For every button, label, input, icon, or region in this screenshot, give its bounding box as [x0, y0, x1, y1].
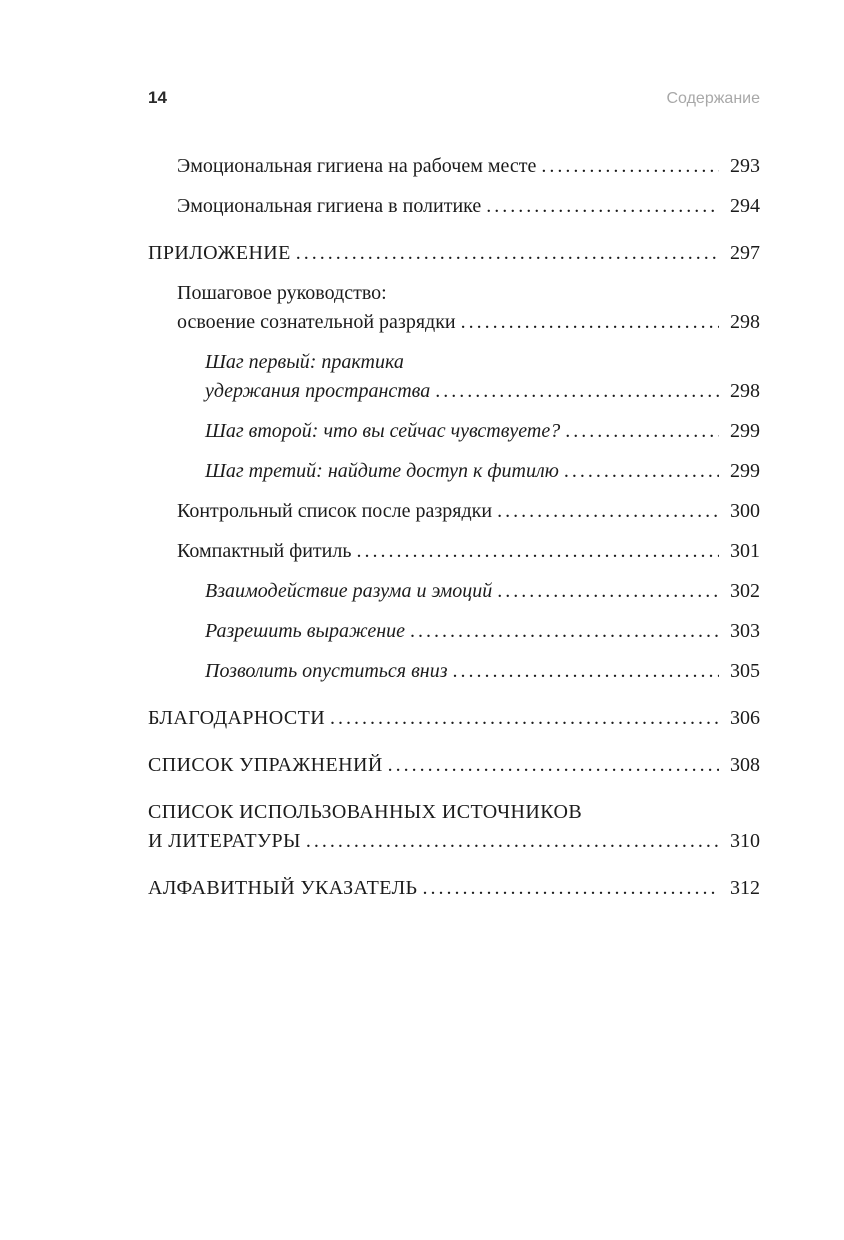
toc-entry-page: 299 — [730, 420, 760, 442]
dot-leader — [461, 308, 719, 337]
dot-leader — [497, 497, 719, 526]
dot-leader — [330, 704, 719, 733]
toc-entry-line — [148, 377, 760, 406]
toc-entry-line — [148, 537, 760, 566]
toc-entry-title: СПИСОК УПРАЖНЕНИЙ — [148, 754, 383, 776]
toc-entry-page: 303 — [730, 620, 760, 642]
toc-entry — [148, 348, 760, 406]
toc-entry-page: 300 — [730, 500, 760, 522]
toc-entry-page: 305 — [730, 660, 760, 682]
toc-entry-page: 294 — [730, 195, 760, 217]
toc-entry-line — [148, 874, 760, 903]
toc-entry-line — [148, 308, 760, 337]
toc-entry — [148, 279, 760, 337]
toc-entry-title: Эмоциональная гигиена на рабочем месте — [177, 155, 537, 177]
toc-entry-title: Взаимодействие разума и эмоций — [205, 580, 493, 602]
toc-entry-line — [148, 152, 760, 181]
toc-entry — [148, 874, 760, 903]
page-header — [148, 88, 760, 108]
toc-entry-title: БЛАГОДАРНОСТИ — [148, 707, 326, 729]
dot-leader — [296, 239, 719, 268]
dot-leader — [486, 192, 719, 221]
toc-entry-title: освоение сознательной разрядки — [177, 311, 456, 333]
toc-entry-line — [148, 279, 760, 308]
toc-entry-title: ПРИЛОЖЕНИЕ — [148, 242, 291, 264]
toc-entry-title: АЛФАВИТНЫЙ УКАЗАТЕЛЬ — [148, 877, 418, 899]
toc-entry-line — [148, 417, 760, 446]
toc-entry-page: 312 — [730, 877, 760, 899]
toc-entry-title: Компактный фитиль — [177, 540, 352, 562]
toc-entry-line — [148, 497, 760, 526]
dot-leader — [410, 617, 719, 646]
toc-entry-line — [148, 827, 760, 856]
toc-entry-page: 308 — [730, 754, 760, 776]
toc-entry — [148, 457, 760, 486]
running-title: Содержание — [666, 90, 760, 107]
toc-entry-line — [148, 704, 760, 733]
toc-entry-page: 302 — [730, 580, 760, 602]
toc-entry — [148, 239, 760, 268]
toc-entry-title: СПИСОК ИСПОЛЬЗОВАННЫХ ИСТОЧНИКОВ — [148, 801, 583, 823]
toc-entry — [148, 577, 760, 606]
toc-entry-line — [148, 348, 760, 377]
toc-entry-title: Шаг второй: что вы сейчас чувствуете? — [205, 420, 561, 442]
toc-entry-page: 310 — [730, 830, 760, 852]
toc-entry — [148, 537, 760, 566]
toc-entry-page: 301 — [730, 540, 760, 562]
toc-entry — [148, 798, 760, 856]
toc-entry-title: Эмоциональная гигиена в политике — [177, 195, 482, 217]
toc-entry-page: 299 — [730, 460, 760, 482]
dot-leader — [565, 417, 719, 446]
toc-entry-line — [148, 192, 760, 221]
toc-entry-title: Контрольный список после разрядки — [177, 500, 493, 522]
toc-entry-line — [148, 798, 760, 827]
toc-entry-title: удержания пространства — [205, 380, 431, 402]
dot-leader — [541, 152, 719, 181]
toc-entry-title: Пошаговое руководство: — [177, 282, 387, 304]
toc-entry-title: Шаг первый: практика — [205, 351, 404, 373]
dot-leader — [435, 377, 719, 406]
toc-entry-page: 298 — [730, 311, 760, 333]
toc-entry-line — [148, 751, 760, 780]
toc-entry-line — [148, 577, 760, 606]
dot-leader — [453, 657, 720, 686]
toc-entry — [148, 657, 760, 686]
toc-entry-title: И ЛИТЕРАТУРЫ — [148, 830, 301, 852]
dot-leader — [356, 537, 719, 566]
toc-entry-line — [148, 457, 760, 486]
dot-leader — [306, 827, 719, 856]
toc-entry-page: 293 — [730, 155, 760, 177]
toc-entry — [148, 192, 760, 221]
toc-entry — [148, 497, 760, 526]
toc-entry — [148, 704, 760, 733]
dot-leader — [564, 457, 719, 486]
toc-entry — [148, 152, 760, 181]
toc-entry — [148, 751, 760, 780]
toc-entry-page: 306 — [730, 707, 760, 729]
page-number: 14 — [148, 88, 167, 107]
toc-entry — [148, 417, 760, 446]
toc-entry-title: Позволить опуститься вниз — [205, 660, 448, 682]
toc-entry-title: Шаг третий: найдите доступ к фитилю — [205, 460, 559, 482]
toc-list — [148, 152, 760, 903]
dot-leader — [497, 577, 719, 606]
dot-leader — [388, 751, 719, 780]
toc-entry-page: 298 — [730, 380, 760, 402]
toc-entry — [148, 617, 760, 646]
toc-entry-title: Разрешить выражение — [205, 620, 406, 642]
toc-entry-page: 297 — [730, 242, 760, 264]
toc-entry-line — [148, 239, 760, 268]
toc-entry-line — [148, 657, 760, 686]
dot-leader — [422, 874, 719, 903]
toc-entry-line — [148, 617, 760, 646]
